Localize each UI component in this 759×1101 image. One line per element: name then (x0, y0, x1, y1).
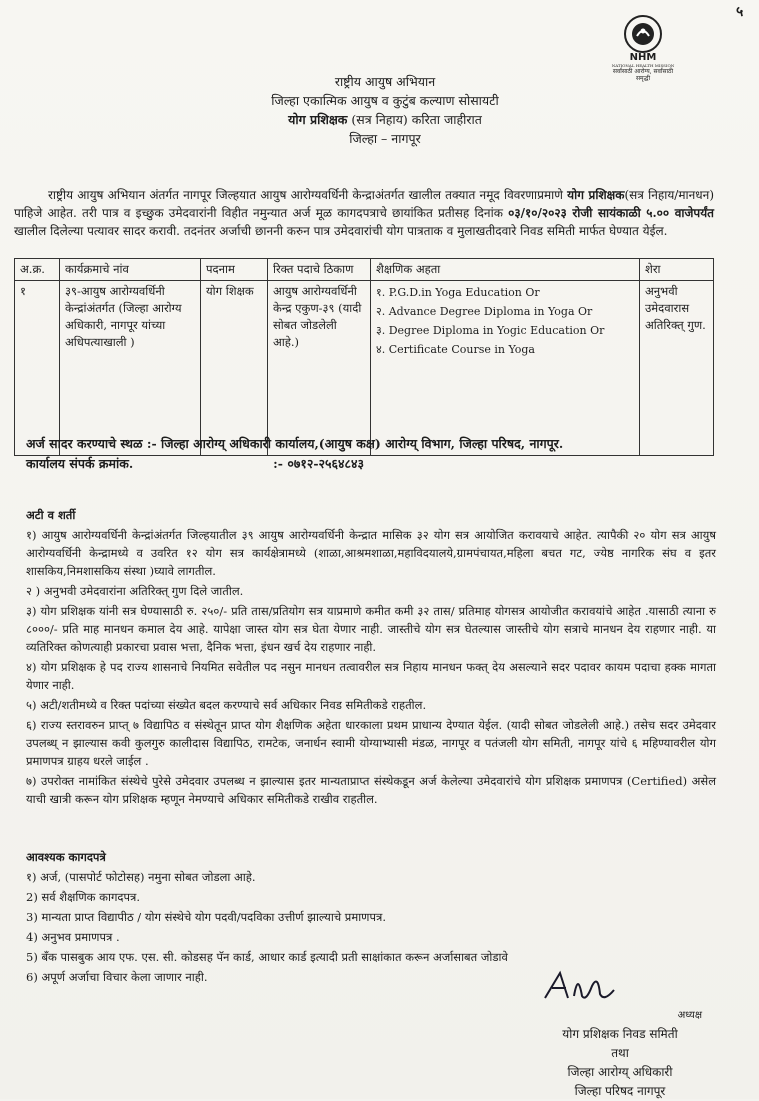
documents-section (26, 848, 716, 988)
col-program: कार्यक्रमाचे नांव (60, 259, 201, 281)
cell-location: आयुष आरोग्यवर्धिनी केन्द्र एकुण-३९ (यादी सोबत जोडलेली आहे.) (268, 281, 371, 456)
table-header-row (15, 259, 714, 281)
qualification-item: २. Advance Degree Diploma in Yoga Or (376, 305, 593, 318)
document-item: 2) सर्व शैक्षणिक कागदपत्र. (26, 890, 141, 904)
term-item: ४) योग प्रशिक्षक हे पद राज्य शासनाचे नियमित सवेतील पद नसुन मानधन तत्वावरील सत्र निहाय मानधन फक्त् देय असल्याने सदर पदावर कायम पदाचा हक्क मागता येणार नाही. (26, 660, 716, 692)
document-item: 5) बँक पासबुक आय एफ. एस. सी. कोडसह पॅन कार्ड, आधार कार्ड इत्यादी प्रती साक्षांकात करून अर्जासाबत जोडावे (26, 950, 508, 964)
term-item: ३) योग प्रशिक्षक यांनी सत्र घेण्यासाठी रु. २५०/- प्रति तास/प्रतियोग सत्र याप्रमाणे कमीत कमी ३२ तास/ प्रतिमाह योगसत्र आयोजीत करावयांचे आहेत .यासाठी त्याना रु ८०००/- प्रति माह मानधन कमाल देय आहे. यापेक्षा जास्त योग सत्र घेता येणार नाही. जास्तीचे योग सत्र घेतल्यास जास्तीचे योग सत्राचे मानधन देय राहणार नाही. या व्यतिरिक्त कोणत्याही प्रकारचा प्रवास भत्ता, दैनिक भत्ता, इंधन खर्च देय राहणार नाही. (26, 604, 716, 654)
qualification-item: ३. Degree Diploma in Yogic Education Or (376, 324, 605, 337)
signature-line-4: जिल्हा परिषद नागपूर (574, 1084, 666, 1098)
col-remarks: शेरा (640, 259, 714, 281)
logo-name: NHM (629, 52, 657, 63)
intro-bold-1: योग प्रशिक्षक (567, 188, 625, 202)
cell-program: ३९-आयुष आरोग्यवर्धिनी केन्द्रांअंतर्गत (जिल्हा आरोग्य अधिकारी, नागपूर यांच्या अधिपत्याखाली ) (60, 281, 201, 456)
intro-text-3: खालील दिलेल्या पत्यावर सादर करावी. तदनंतर अर्जाची छाननी करुन पात्र उमेदवारांची योग पात्रताक व मुलाखतीदवारे निवड समिती मार्फत घेण्यात येईल. (14, 224, 668, 238)
heading-line-3 (170, 110, 600, 129)
term-item: ७) उपरोक्त नामांकित संस्थेचे पुरेसे उमेदवार उपलब्ध न झाल्यास इतर मान्यताप्राप्त संस्थेकडून अर्ज केलेल्या उमेदवारांचे योग प्रशिक्षक प्रमाणपत्र (Certified) असेल याची खात्री करून योग प्रशिक्षक म्हणून नेमण्याचे अधिकार समितीकडे राखीव राहतील. (26, 774, 716, 806)
contact-label: कार्यालय संपर्क क्रमांक. (26, 456, 134, 471)
posts-table (14, 258, 714, 456)
contact-number: :- ०७१२-२५६४८४३ (273, 456, 365, 471)
heading-line-3-rest: (सत्र निहाय) करिता जाहीरात (347, 112, 482, 127)
term-item: ६) राज्य स्तरावरुन प्राप्त् ७ विद्यापिठ व संस्थेतून प्राप्त योग शैक्षणिक अहेता धारकाला प्रथम प्राधान्य देण्यात येईल. (यादी सोबत जोडलेली आहे.) तसेच सदर उमेदवार उपलब्ध् न झाल्यास कवी कुलगुरु कालीदास विद्यापिठ, रामटेक, जनार्धन स्वामी योग्याभ्यासी मंडळ, नागपूर व पतंजली योग समिती, नागपूर यांचे ६ महिण्यावरील योग प्रमाणपत्र ग्राहय धरले जाईल . (26, 718, 716, 768)
intro-paragraph (14, 186, 714, 240)
cell-qualifications (371, 281, 640, 456)
intro-deadline: ०३/१०/२०२३ रोजी सायंकाळी ५.०० वाजेपर्यंत (508, 206, 714, 220)
signature-line-1: योग प्रशिक्षक निवड समिती (562, 1027, 678, 1041)
qualification-item: १. P.G.D.in Yoga Education Or (376, 286, 540, 299)
document-item: 4) अनुभव प्रमाणपत्र . (26, 930, 120, 944)
col-qualification: शैक्षणिक अहता (371, 259, 640, 281)
signature-block (520, 1006, 720, 1101)
col-sr: अ.क्र. (15, 259, 60, 281)
intro-text-1: राष्ट्रीय आयुष अभियान अंतर्गत नागपूर जिल्हयात आयुष आरोग्यवर्धिनी केन्द्राअंतर्गत खालील तक्यात नमूद विवरणाप्रमाणे (48, 188, 568, 202)
document-item: १) अर्ज, (पासपोर्ट फोटोसह) नमुना सोबत जोडला आहे. (26, 870, 256, 884)
cell-designation: योग शिक्षक (201, 281, 268, 456)
document-item: 3) मान्यता प्राप्त विद्यापीठ / योग संस्थेचे योग पदवी/पदविका उत्तीर्ण झाल्याचे प्रमाणपत्र. (26, 910, 387, 924)
heading-line-4: जिल्हा – नागपूर (349, 131, 421, 146)
signature-scribble (540, 968, 630, 1008)
term-item: २ ) अनुभवी उमेदवारांना अतिरिक्त् गुण दिले जातील. (26, 584, 244, 598)
signature-title: अध्यक्ष (677, 1010, 702, 1021)
table-row (15, 281, 714, 456)
terms-section (26, 506, 716, 810)
intro-text-2: (सत्र निहाय/मानधन) पाहिजे आहेत. तरी पात्र व इच्छुक उमेदवारांनी विहीत नमुन्यात अर्ज मूळ कागदपत्राचे छायांकित प्रतीसह दिनांक (14, 188, 715, 220)
terms-heading: अटी व शर्ती (26, 508, 76, 522)
heading-line-3-bold: योग प्रशिक्षक (288, 112, 348, 127)
col-location: रिक्त पदाचे ठिकाण (268, 259, 371, 281)
address-value: जिल्हा आरोग्य् अधिकारी कार्यालय,(आयुष कक्ष) आरोग्य् विभाग, जिल्हा परिषद, नागपूर. (156, 436, 564, 451)
heading-line-2: जिल्हा एकात्मिक आयुष व कुटुंब कल्याण सोसायटी (271, 93, 499, 108)
term-item: ५) अटी/शतीमध्ये व रिक्त पदांच्या संख्येत बदल करण्याचे सर्व अधिकार निवड समितीकडे राहतील. (26, 698, 427, 712)
application-address (26, 434, 726, 474)
address-label: अर्ज सादर करण्याचे स्थळ :- (26, 436, 157, 451)
corner-mark: ५ (736, 4, 744, 20)
col-designation: पदनाम (201, 259, 268, 281)
term-item: १) आयुष आरोग्यवर्धिनी केन्द्रांअंतर्गत जिल्हयातील ३९ आयुष आरोग्यवर्धिनी केन्द्रात मासिक ३२ योग सत्र आयोजित करावयाचे आहेत. त्यापैकी २० योग सत्र आयुष आरोग्यवर्धिनी केन्द्रामध्ये व उवरित १२ योग सत्र कार्यक्षेत्रामध्ये (शाळा,आश्रमशाळा,महाविदयालये,ग्रामपंचायत,महिला बचत गट, ज्येष्ठ नागरिक संघ व इतर शासकिय,निमशासकिय संस्था )घ्यावे लागतील. (26, 528, 716, 578)
cell-sr: १ (15, 281, 60, 456)
logo-ring-text: NATIONAL HEALTH MISSION (611, 63, 675, 68)
cell-remarks: अनुभवी उमेदवारास अतिरिक्त् गुण. (640, 281, 714, 456)
signature-line-3: जिल्हा आरोग्य् अधिकारी (567, 1065, 673, 1079)
heading-line-1: राष्ट्रीय आयुष अभियान (334, 74, 436, 89)
nhm-emblem-icon (623, 14, 663, 54)
nhm-logo (608, 14, 678, 82)
qualification-item: ४. Certificate Course in Yoga (376, 343, 535, 356)
notice-heading (170, 72, 600, 148)
documents-heading: आवश्यक कागदपत्रे (26, 850, 106, 864)
logo-tagline: सर्वांसाठी आरोग्य, सर्वांसाठी समृद्धी (612, 68, 674, 82)
document-item: 6) अपूर्ण अर्जाचा विचार केला जाणार नाही. (26, 970, 208, 984)
signature-line-2: तथा (611, 1046, 629, 1060)
